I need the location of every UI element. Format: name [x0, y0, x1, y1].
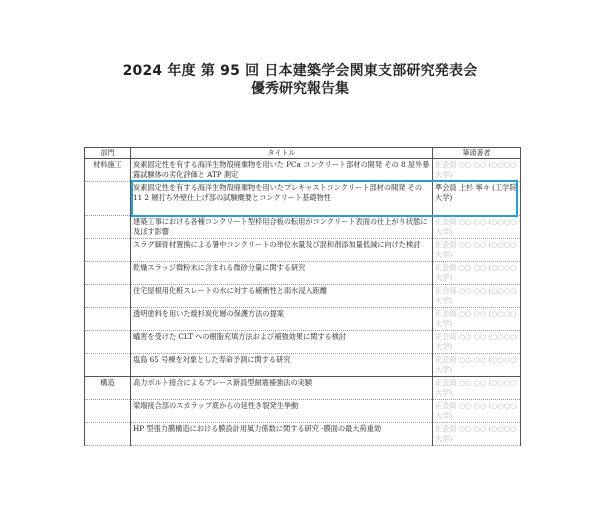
dept-cell: [85, 285, 131, 308]
author-cell: 正会員 ○○ ○○ (○○○○大学): [433, 216, 521, 239]
table-row: [85, 239, 521, 262]
table-row: [85, 285, 521, 308]
author-cell: 正会員 ○○ ○○ (○○○○大学): [433, 377, 521, 400]
author-cell: 正会員 ○○ ○○ (○○○○大学): [433, 400, 521, 423]
dept-cell: 材料施工: [85, 159, 131, 182]
dept-cell: [85, 182, 131, 216]
title-cell: 塩島 65 号棟を対象とした寿命予測に関する研究: [131, 354, 433, 377]
title-cell: 炭素固定性を有する海洋生物殻廃棄物を用いた PCa コンクリート部材の開発 その 8 屋外暴露試験体の劣化評価と ATP 測定: [131, 159, 433, 182]
dept-cell: [85, 216, 131, 239]
title-cell: 高力ボルト接合によるブレース新設型耐震補強法の実験: [131, 377, 433, 400]
author-cell: 正会員 ○○ ○○ (○○○○大学): [433, 308, 521, 331]
title-cell: 住宅屋根用化粧スレートの水に対する緩衝性と雨水浸入距離: [131, 285, 433, 308]
dept-cell: [85, 400, 131, 423]
table-header-row: [85, 148, 521, 159]
author-cell: 正会員 ○○ ○○ (○○○○大学): [433, 159, 521, 182]
table-row: [85, 216, 521, 239]
dept-cell: [85, 354, 131, 377]
column-header-author: 筆頭著者: [433, 148, 521, 159]
title-cell: スラグ細骨材置換による暑中コンクリートの単位水量及び混和剤添加量低減に向けた検討: [131, 239, 433, 262]
dept-cell: [85, 262, 131, 285]
title-cell: 建築工事における各種コンクリート型枠用合板の転用がコンクリート表面の仕上がり状態に及ぼす影響: [131, 216, 433, 239]
report-title: [0, 62, 600, 98]
author-cell: 準会員 上杉 寧々 (工学院大学): [433, 182, 521, 216]
dept-cell: [85, 423, 131, 446]
dept-cell: [85, 239, 131, 262]
dept-cell: [85, 331, 131, 354]
title-cell: 蟻害を受けた CLT への樹脂充填方法および補強効果に関する検討: [131, 331, 433, 354]
dept-cell: 構造: [85, 377, 131, 400]
title-cell: 梁端接合部のスカラップ底からの延性き裂発生挙動: [131, 400, 433, 423]
author-cell: 正会員 ○○ ○○ (○○○○大学): [433, 285, 521, 308]
table-row-highlighted: [85, 182, 521, 216]
table-row: [85, 423, 521, 446]
dept-cell: [85, 308, 131, 331]
title-cell: 炭素固定性を有する海洋生物殻廃棄物を用いたプレキャストコンクリート部材の開発 その 11 2 層打ち外壁仕上げ部の試験概要とコンクリート基礎物性: [131, 182, 433, 216]
title-cell: HP 型張力膜構造における膜設計用風力係数に関する研究 -膜面の最大荷重効: [131, 423, 433, 446]
column-header-dept: 部門: [85, 148, 131, 159]
page-crop-mask: [0, 452, 600, 515]
table-row: [85, 262, 521, 285]
title-line-1: 2024 年度 第 95 回 日本建築学会関東支部研究発表会: [122, 63, 478, 79]
table-row: [85, 377, 521, 400]
author-cell: 正会員 ○○ ○○ (○○○○大学): [433, 331, 521, 354]
table-row: [85, 159, 521, 182]
table-row: [85, 331, 521, 354]
report-table: [84, 147, 521, 446]
column-header-title: タイトル: [131, 148, 433, 159]
table-row: [85, 400, 521, 423]
author-cell: 正会員 ○○ ○○ (○○○○大学): [433, 354, 521, 377]
author-cell: 正会員 ○○ ○○ (○○○○大学): [433, 239, 521, 262]
table-row: [85, 354, 521, 377]
author-cell: 正会員 ○○ ○○ (○○○○大学): [433, 423, 521, 446]
title-cell: 乾燥スラッジ微粉末に含まれる微砂分量に関する研究: [131, 262, 433, 285]
table-row: [85, 308, 521, 331]
title-cell: 透明塗料を用いた焼杉炭化層の保護方法の提案: [131, 308, 433, 331]
title-line-2: 優秀研究報告集: [251, 81, 349, 97]
author-cell: 正会員 ○○ ○○ (○○○○大学): [433, 262, 521, 285]
